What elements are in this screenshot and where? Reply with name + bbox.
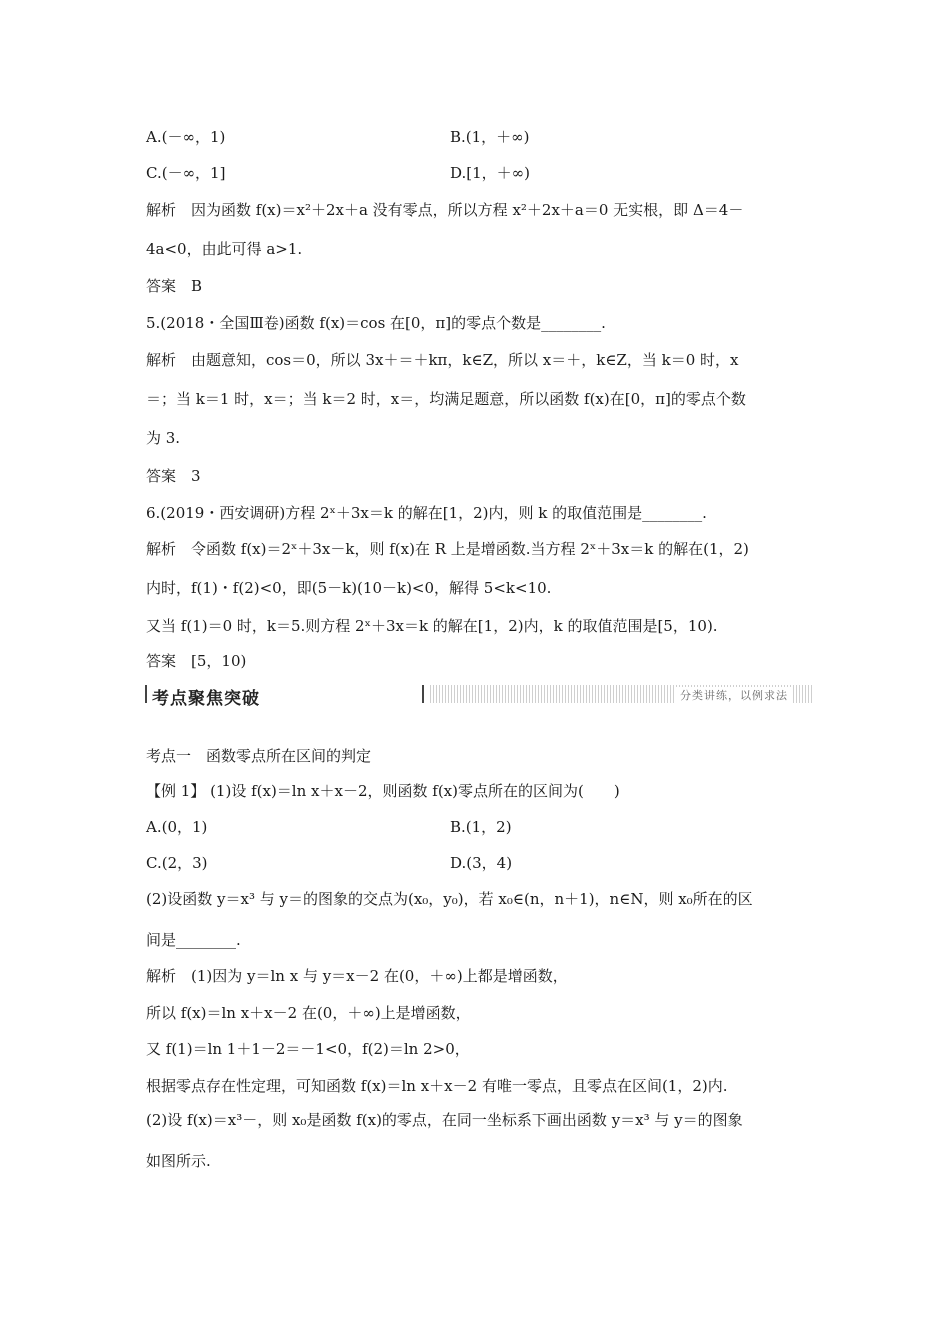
text-line: 内时，f(1)・f(2)<0，即(5－k)(10－k)<0，解得 5<k<10. bbox=[146, 579, 552, 597]
text-line: 为 3. bbox=[146, 429, 181, 447]
text-line: (2)设函数 y＝x³ 与 y＝的图象的交点为(x₀，y₀)，若 x₀∈(n，n＋1)，n∈N，则 x₀所在的区 bbox=[146, 890, 753, 908]
text-line: D.[1，＋∞) bbox=[450, 164, 531, 182]
text-line: 又 f(1)＝ln 1＋1－2＝－1<0，f(2)＝ln 2>0， bbox=[146, 1040, 470, 1058]
text-line: 答案 B bbox=[146, 277, 203, 295]
text-line: 4a<0，由此可得 a>1. bbox=[146, 240, 303, 258]
section-banner bbox=[140, 680, 814, 708]
text-line: 答案 3 bbox=[146, 467, 201, 485]
text-line: A.(－∞，1) bbox=[146, 128, 226, 146]
text-line: 所以 f(x)＝ln x＋x－2 在(0，＋∞)上是增函数， bbox=[146, 1004, 471, 1022]
text-line: 如图所示. bbox=[146, 1152, 211, 1170]
text-line: 解析 由题意知，cos＝0，所以 3x＋＝＋kπ，k∈Z，所以 x＝＋，k∈Z，当 k＝0 时，x bbox=[146, 351, 739, 369]
text-line: B.(1，＋∞) bbox=[450, 128, 530, 146]
text-line: 答案 [5，10) bbox=[146, 652, 247, 670]
text-line: 间是________. bbox=[146, 931, 241, 949]
text-line: ＝；当 k＝1 时，x＝；当 k＝2 时，x＝，均满足题意，所以函数 f(x)在[0，π]的零点个数 bbox=[146, 390, 746, 408]
text-line: 5.(2018・全国Ⅲ卷)函数 f(x)＝cos 在[0，π]的零点个数是________. bbox=[146, 314, 606, 332]
text-line: (2)设 f(x)＝x³－，则 x₀是函数 f(x)的零点，在同一坐标系下画出函数 y＝x³ 与 y＝的图象 bbox=[146, 1111, 743, 1129]
text-line: 解析 令函数 f(x)＝2ˣ＋3x－k，则 f(x)在 R 上是增函数.当方程 2ˣ＋3x＝k 的解在(1，2) bbox=[146, 540, 749, 558]
text-line: 考点一 函数零点所在区间的判定 bbox=[146, 747, 372, 765]
text-line: 又当 f(1)＝0 时，k＝5.则方程 2ˣ＋3x＝k 的解在[1，2)内，k 的取值范围是[5，10). bbox=[146, 617, 718, 635]
text-line: A.(0，1) bbox=[146, 818, 208, 836]
text-line: 根据零点存在性定理，可知函数 f(x)＝ln x＋x－2 有唯一零点，且零点在区间(1，2)内. bbox=[146, 1077, 728, 1095]
text-line: B.(1，2) bbox=[450, 818, 512, 836]
section-subtitle: 分类讲练，以例求法 bbox=[676, 687, 792, 703]
text-line: 解析 (1)因为 y＝ln x 与 y＝x－2 在(0，＋∞)上都是增函数， bbox=[146, 967, 568, 985]
section-title: 考点聚焦突破 bbox=[152, 689, 260, 709]
text-line: 6.(2019・西安调研)方程 2ˣ＋3x＝k 的解在[1，2)内，则 k 的取值范围是________. bbox=[146, 504, 707, 522]
banner-divider-bar bbox=[422, 685, 424, 703]
text-line: 【例 1】 (1)设 f(x)＝ln x＋x－2，则函数 f(x)零点所在的区间为( ) bbox=[146, 782, 620, 800]
text-line: C.(2，3) bbox=[146, 854, 208, 872]
text-line: D.(3，4) bbox=[450, 854, 513, 872]
banner-left-bar bbox=[145, 685, 147, 703]
text-line: 解析 因为函数 f(x)＝x²＋2x＋a 没有零点，所以方程 x²＋2x＋a＝0 无实根，即 Δ＝4－ bbox=[146, 201, 744, 219]
text-line: C.(－∞，1] bbox=[146, 164, 226, 182]
